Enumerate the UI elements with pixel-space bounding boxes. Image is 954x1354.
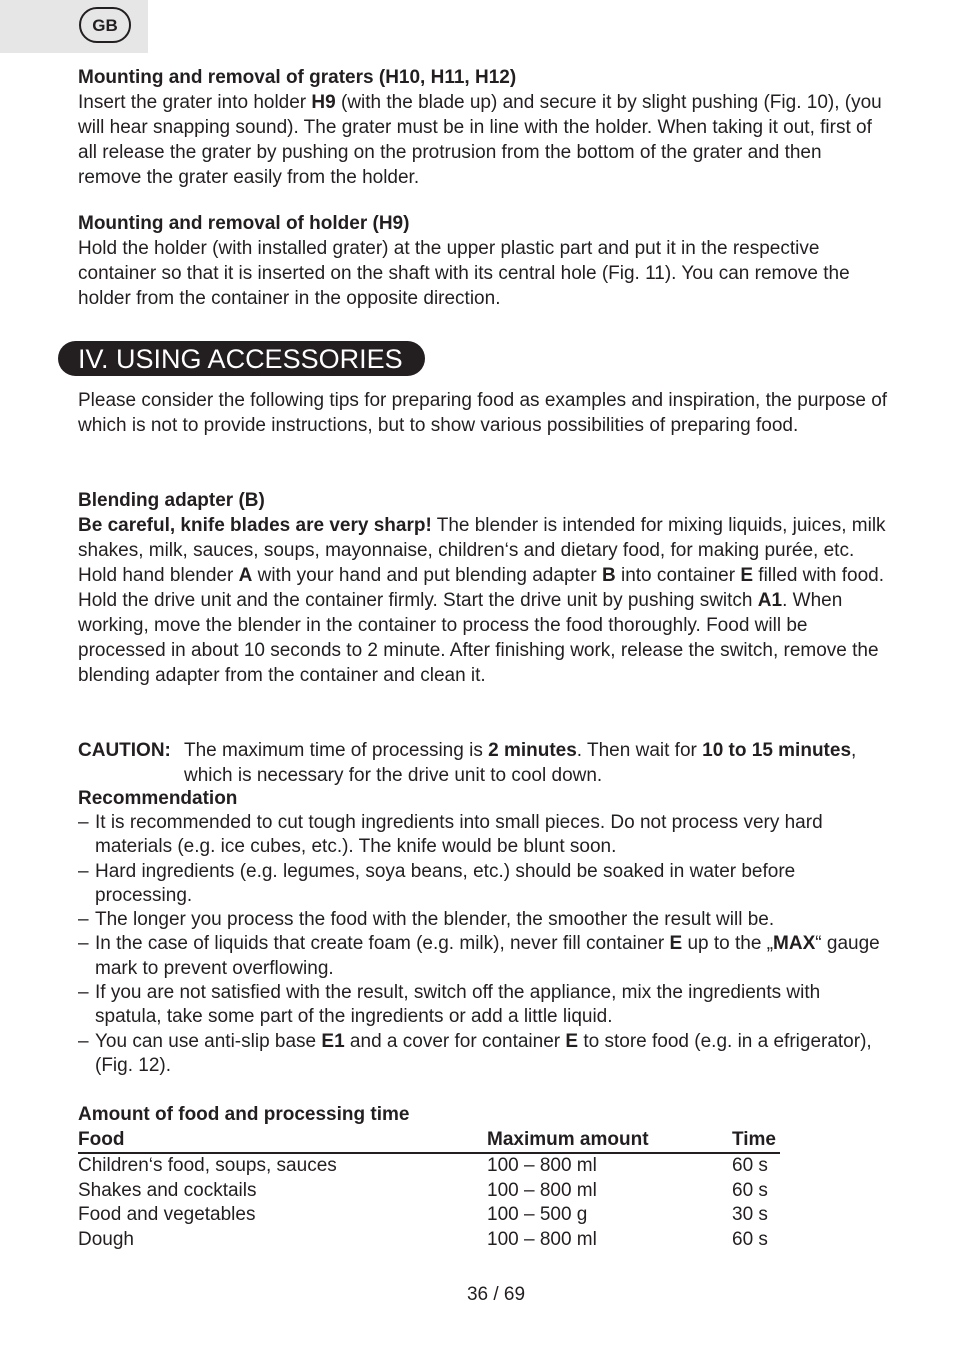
- list-item: – It is recommended to cut tough ingredients into small pieces. Do not process very hard materials (e.g. ice cubes, etc.). The knife would be blunt soon.: [78, 812, 823, 858]
- cell-max: 100 – 800 ml: [487, 1155, 597, 1176]
- table-row: [78, 1179, 780, 1204]
- graters-section: [78, 65, 888, 190]
- graters-heading: Mounting and removal of graters (H10, H11, H12): [78, 67, 517, 88]
- list-item: – Hard ingredients (e.g. legumes, soya beans, etc.) should be soaked in water before processing.: [78, 860, 796, 906]
- cell-time: 30 s: [732, 1204, 768, 1225]
- cell-max: 100 – 800 ml: [487, 1179, 597, 1201]
- cell-time: 60 s: [732, 1155, 768, 1176]
- col-max-amount: Maximum amount: [487, 1128, 732, 1154]
- amount-section: [78, 1103, 888, 1252]
- language-badge: GB: [79, 7, 131, 43]
- language-tab: [0, 0, 148, 53]
- holder-heading: Mounting and removal of holder (H9): [78, 213, 410, 234]
- cell-max: 100 – 800 ml: [487, 1228, 597, 1250]
- blending-section: [78, 488, 888, 688]
- list-item: – You can use anti-slip base E1 and a cover for container E to store food (e.g. in a efrigerator), (Fig. 12).: [78, 1030, 872, 1076]
- list-item: – The longer you process the food with the blender, the smoother the result will be.: [78, 909, 775, 931]
- section-intro: [78, 388, 888, 438]
- caution-label: CAUTION:: [78, 740, 171, 761]
- table-row: [78, 1153, 780, 1179]
- intro-text: Please consider the following tips for preparing food as examples and inspiration, the purpose of which is not to provide instructions, but to show various possibilities of preparing food.: [78, 390, 888, 436]
- col-food: Food: [78, 1128, 487, 1154]
- section-title: IV. USING ACCESSORIES: [58, 341, 425, 376]
- caution-note: [78, 738, 888, 788]
- graters-body: Insert the grater into holder H9 (with the blade up) and secure it by slight pushing (Fig. 10), (you will hear snapping sound). The grater must be in line with the holder. When taking it out, first of all release the grater by pushing on the protrusion from the bottom of the grater and then remove the grater easily from the holder.: [78, 92, 882, 188]
- cell-food: Food and vegetables: [78, 1204, 256, 1225]
- holder-body: Hold the holder (with installed grater) at the upper plastic part and put it in the respective container so that it is inserted on the shaft with its central hole (Fig. 11). You can remove the holder from the container in the opposite direction.: [78, 238, 850, 309]
- cell-food: Dough: [78, 1228, 134, 1250]
- blending-body: Be careful, knife blades are very sharp! The blender is intended for mixing liquids, juices, milk shakes, milk, sauces, soups, mayonnaise, children‘s and dietary food, for making purée, etc. Hold hand blender A with your hand and put blending adapter B into container E filled with food. Hold the drive unit and the container firmly. Start the drive unit by pushing switch A1. When working, move the blender in the container to process the food thoroughly. Food will be processed in about 10 seconds to 2 minute. After finishing work, release the switch, remove the blending adapter from the container and clean it.: [78, 515, 886, 686]
- recommendation-heading: Recommendation: [78, 788, 238, 809]
- table-row: [78, 1228, 780, 1253]
- cell-time: 60 s: [732, 1228, 768, 1250]
- amount-heading: Amount of food and processing time: [78, 1104, 410, 1125]
- holder-section: [78, 211, 888, 311]
- table-header-row: [78, 1128, 780, 1154]
- recommendation-list: [78, 811, 888, 1078]
- blending-heading: Blending adapter (B): [78, 490, 265, 511]
- cell-food: Shakes and cocktails: [78, 1179, 257, 1201]
- amount-table: [78, 1128, 780, 1253]
- table-row: [78, 1203, 780, 1228]
- list-item: – If you are not satisfied with the result, switch off the appliance, mix the ingredients with spatula, take some part of the ingredients or add a little liquid.: [78, 982, 821, 1028]
- col-time: Time: [732, 1128, 780, 1154]
- list-item: – In the case of liquids that create foam (e.g. milk), never fill container E up to the „MAX“ gauge mark to prevent overflowing.: [78, 933, 880, 979]
- page-number: 36 / 69: [466, 1284, 526, 1305]
- cell-time: 60 s: [732, 1179, 768, 1201]
- cell-food: Children‘s food, soups, sauces: [78, 1155, 337, 1176]
- caution-section: [78, 738, 888, 1078]
- caution-text: The maximum time of processing is 2 minutes. Then wait for 10 to 15 minutes, which is necessary for the drive unit to cool down.: [184, 740, 857, 786]
- cell-max: 100 – 500 g: [487, 1204, 588, 1225]
